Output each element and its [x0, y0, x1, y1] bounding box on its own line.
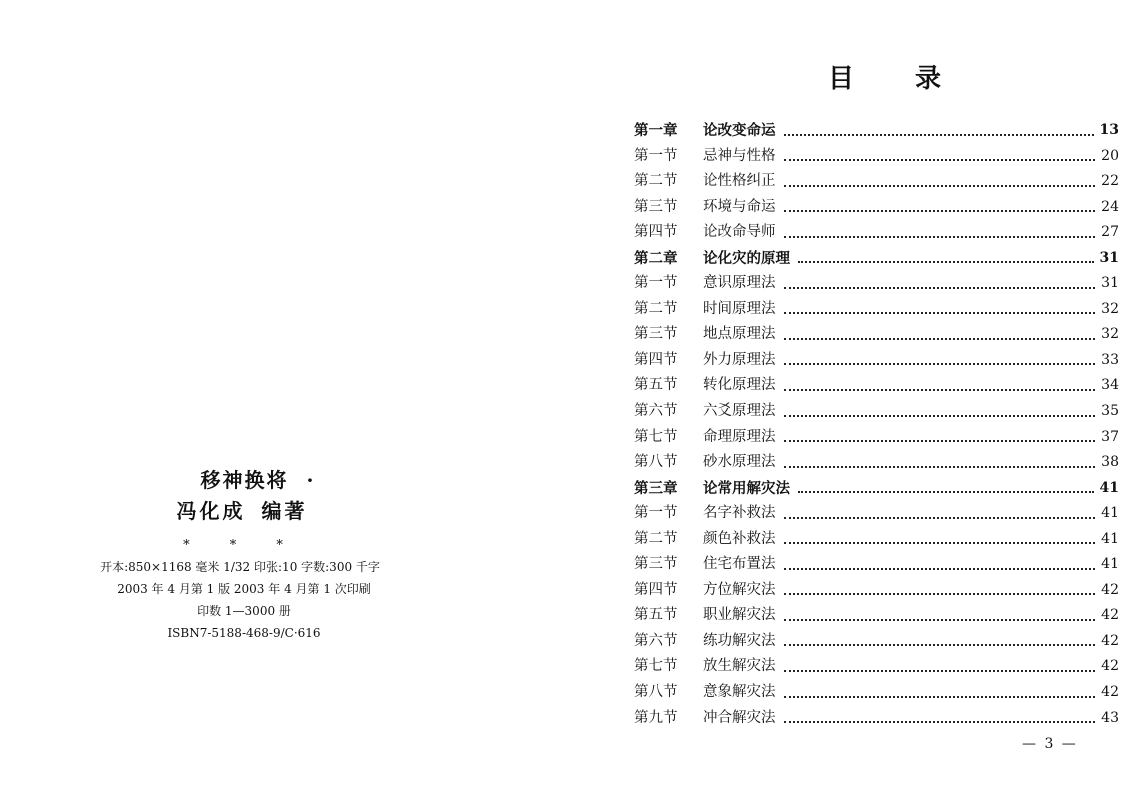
toc-leader-dots	[798, 491, 1094, 493]
toc-entry-title: 论化灾的原理	[703, 249, 790, 267]
toc-section-entry	[634, 706, 1119, 732]
toc-entry-page: 27	[1101, 224, 1119, 241]
toc-section-entry	[634, 501, 1119, 527]
toc-chapter-entry	[634, 118, 1119, 144]
toc-entry-title: 颜色补救法	[703, 530, 776, 547]
toc-leader-dots	[784, 159, 1096, 161]
toc-entry-title: 冲合解灾法	[703, 709, 776, 726]
toc-section-entry	[634, 297, 1119, 323]
toc-leader-dots	[784, 338, 1096, 340]
toc-entry-title: 砂水原理法	[703, 454, 776, 471]
toc-section-entry	[634, 271, 1119, 297]
toc-section-entry	[634, 425, 1119, 451]
book-title-text: 移神换将	[200, 468, 289, 492]
toc-entry-page: 38	[1101, 454, 1119, 471]
toc-leader-dots	[784, 644, 1096, 646]
toc-leader-dots	[784, 568, 1096, 570]
toc-entry-label: 第三章	[634, 479, 678, 497]
toc-leader-dots	[784, 236, 1096, 238]
separator-stars: * * *	[183, 538, 301, 553]
toc-entry-page: 20	[1101, 147, 1119, 164]
toc-entry-title: 论常用解灾法	[703, 479, 790, 497]
toc-entry-label: 第七节	[634, 658, 678, 675]
toc-section-entry	[634, 195, 1119, 221]
toc-chapter-entry	[634, 476, 1119, 502]
toc-entry-title: 练功解灾法	[703, 632, 776, 649]
toc-entry-label: 第一节	[634, 147, 678, 164]
toc-entry-label: 第三节	[634, 556, 678, 573]
toc-entry-label: 第三节	[634, 326, 678, 343]
colophon	[40, 466, 440, 644]
toc-entry-title: 论改命导师	[703, 224, 776, 241]
toc-leader-dots	[784, 363, 1096, 365]
toc-chapter-entry	[634, 246, 1119, 272]
toc-entry-title: 论改变命运	[703, 122, 776, 139]
toc-entry-label: 第一章	[634, 122, 678, 139]
toc-entry-label: 第二节	[634, 173, 678, 190]
toc-section-entry	[634, 169, 1119, 195]
toc-leader-dots	[784, 415, 1096, 417]
toc-leader-dots	[784, 440, 1096, 442]
toc-leader-dots	[784, 389, 1096, 391]
toc-entry-page: 42	[1101, 581, 1119, 598]
toc-entry-label: 第七节	[634, 428, 678, 445]
toc-list	[634, 118, 1119, 731]
toc-entry-label: 第二节	[634, 300, 678, 317]
print-run: 印数 1—3000 册	[197, 604, 291, 618]
toc-section-entry	[634, 578, 1119, 604]
toc-section-entry	[634, 220, 1119, 246]
toc-entry-page: 41	[1101, 505, 1119, 522]
toc-entry-label: 第八节	[634, 454, 678, 471]
author-role: 编著	[261, 499, 308, 523]
toc-entry-label: 第五节	[634, 607, 678, 624]
toc-entry-label: 第二章	[634, 249, 678, 267]
toc-entry-page: 37	[1101, 428, 1119, 445]
toc-entry-title: 住宅布置法	[703, 556, 776, 573]
book-title	[76, 466, 440, 494]
title-dot: ·	[306, 468, 316, 492]
toc-section-entry	[634, 144, 1119, 170]
toc-leader-dots	[784, 619, 1096, 621]
toc-title: 目 录	[828, 64, 968, 94]
toc-leader-dots	[784, 670, 1096, 672]
toc-entry-title: 六爻原理法	[703, 403, 776, 420]
toc-leader-dots	[784, 721, 1096, 723]
toc-section-entry	[634, 399, 1119, 425]
toc-entry-page: 22	[1101, 173, 1119, 190]
toc-entry-page: 32	[1101, 326, 1119, 343]
toc-entry-title: 方位解灾法	[703, 581, 776, 598]
toc-entry-page: 13	[1099, 122, 1119, 138]
toc-leader-dots	[784, 696, 1096, 698]
left-page	[0, 0, 570, 788]
toc-section-entry	[634, 450, 1119, 476]
toc-entry-label: 第三节	[634, 198, 678, 215]
toc-entry-page: 32	[1101, 300, 1119, 317]
toc-entry-label: 第六节	[634, 632, 678, 649]
toc-entry-title: 时间原理法	[703, 300, 776, 317]
toc-section-entry	[634, 654, 1119, 680]
toc-entry-title: 外力原理法	[703, 351, 776, 368]
toc-leader-dots	[784, 466, 1096, 468]
toc-entry-label: 第四节	[634, 581, 678, 598]
toc-entry-label: 第五节	[634, 377, 678, 394]
toc-section-entry	[634, 322, 1119, 348]
toc-leader-dots	[784, 185, 1096, 187]
toc-entry-page: 41	[1101, 530, 1119, 547]
toc-section-entry	[634, 603, 1119, 629]
toc-entry-title: 放生解灾法	[703, 658, 776, 675]
toc-entry-label: 第一节	[634, 505, 678, 522]
toc-entry-label: 第一节	[634, 275, 678, 292]
toc-entry-title: 命理原理法	[703, 428, 776, 445]
edition-line: 2003 年 4 月第 1 版 2003 年 4 月第 1 次印刷	[117, 582, 371, 596]
toc-leader-dots	[784, 210, 1096, 212]
toc-leader-dots	[784, 517, 1096, 519]
toc-entry-page: 31	[1101, 275, 1119, 292]
toc-entry-page: 31	[1099, 249, 1119, 266]
toc-section-entry	[634, 348, 1119, 374]
isbn: ISBN7-5188-468-9/C·616	[167, 626, 321, 640]
right-page	[570, 0, 1141, 788]
toc-leader-dots	[784, 542, 1096, 544]
toc-leader-dots	[784, 593, 1096, 595]
toc-section-entry	[634, 373, 1119, 399]
toc-entry-page: 41	[1099, 479, 1119, 496]
toc-entry-title: 转化原理法	[703, 377, 776, 394]
toc-entry-page: 43	[1101, 709, 1119, 726]
toc-entry-page: 42	[1101, 607, 1119, 624]
toc-entry-title: 意识原理法	[703, 275, 776, 292]
toc-entry-page: 24	[1101, 198, 1119, 215]
toc-section-entry	[634, 680, 1119, 706]
toc-entry-title: 名字补救法	[703, 505, 776, 522]
toc-entry-page: 41	[1101, 556, 1119, 573]
author-name: 冯化成	[176, 499, 246, 523]
toc-entry-label: 第二节	[634, 530, 678, 547]
toc-entry-title: 地点原理法	[703, 326, 776, 343]
toc-entry-label: 第四节	[634, 224, 678, 241]
toc-entry-label: 第六节	[634, 403, 678, 420]
format-line: 开本:850×1168 毫米 1/32 印张:10 字数:300 千字	[100, 560, 380, 574]
toc-leader-dots	[784, 134, 1094, 136]
page-number: — 3 —	[1022, 736, 1078, 752]
toc-entry-title: 环境与命运	[703, 198, 776, 215]
toc-leader-dots	[798, 261, 1094, 263]
author-line	[44, 496, 440, 526]
toc-entry-title: 职业解灾法	[703, 607, 776, 624]
toc-entry-label: 第九节	[634, 709, 678, 726]
toc-entry-page: 42	[1101, 658, 1119, 675]
toc-entry-page: 35	[1101, 403, 1119, 420]
toc-section-entry	[634, 552, 1119, 578]
toc-entry-title: 意象解灾法	[703, 684, 776, 701]
toc-leader-dots	[784, 312, 1096, 314]
toc-section-entry	[634, 527, 1119, 553]
toc-entry-title: 论性格纠正	[703, 173, 776, 190]
toc-entry-page: 33	[1101, 351, 1119, 368]
toc-entry-label: 第八节	[634, 684, 678, 701]
toc-leader-dots	[784, 287, 1096, 289]
toc-entry-page: 42	[1101, 632, 1119, 649]
toc-entry-title: 忌神与性格	[703, 147, 776, 164]
toc-section-entry	[634, 629, 1119, 655]
toc-entry-page: 34	[1101, 377, 1119, 394]
toc-entry-label: 第四节	[634, 351, 678, 368]
toc-entry-page: 42	[1101, 684, 1119, 701]
